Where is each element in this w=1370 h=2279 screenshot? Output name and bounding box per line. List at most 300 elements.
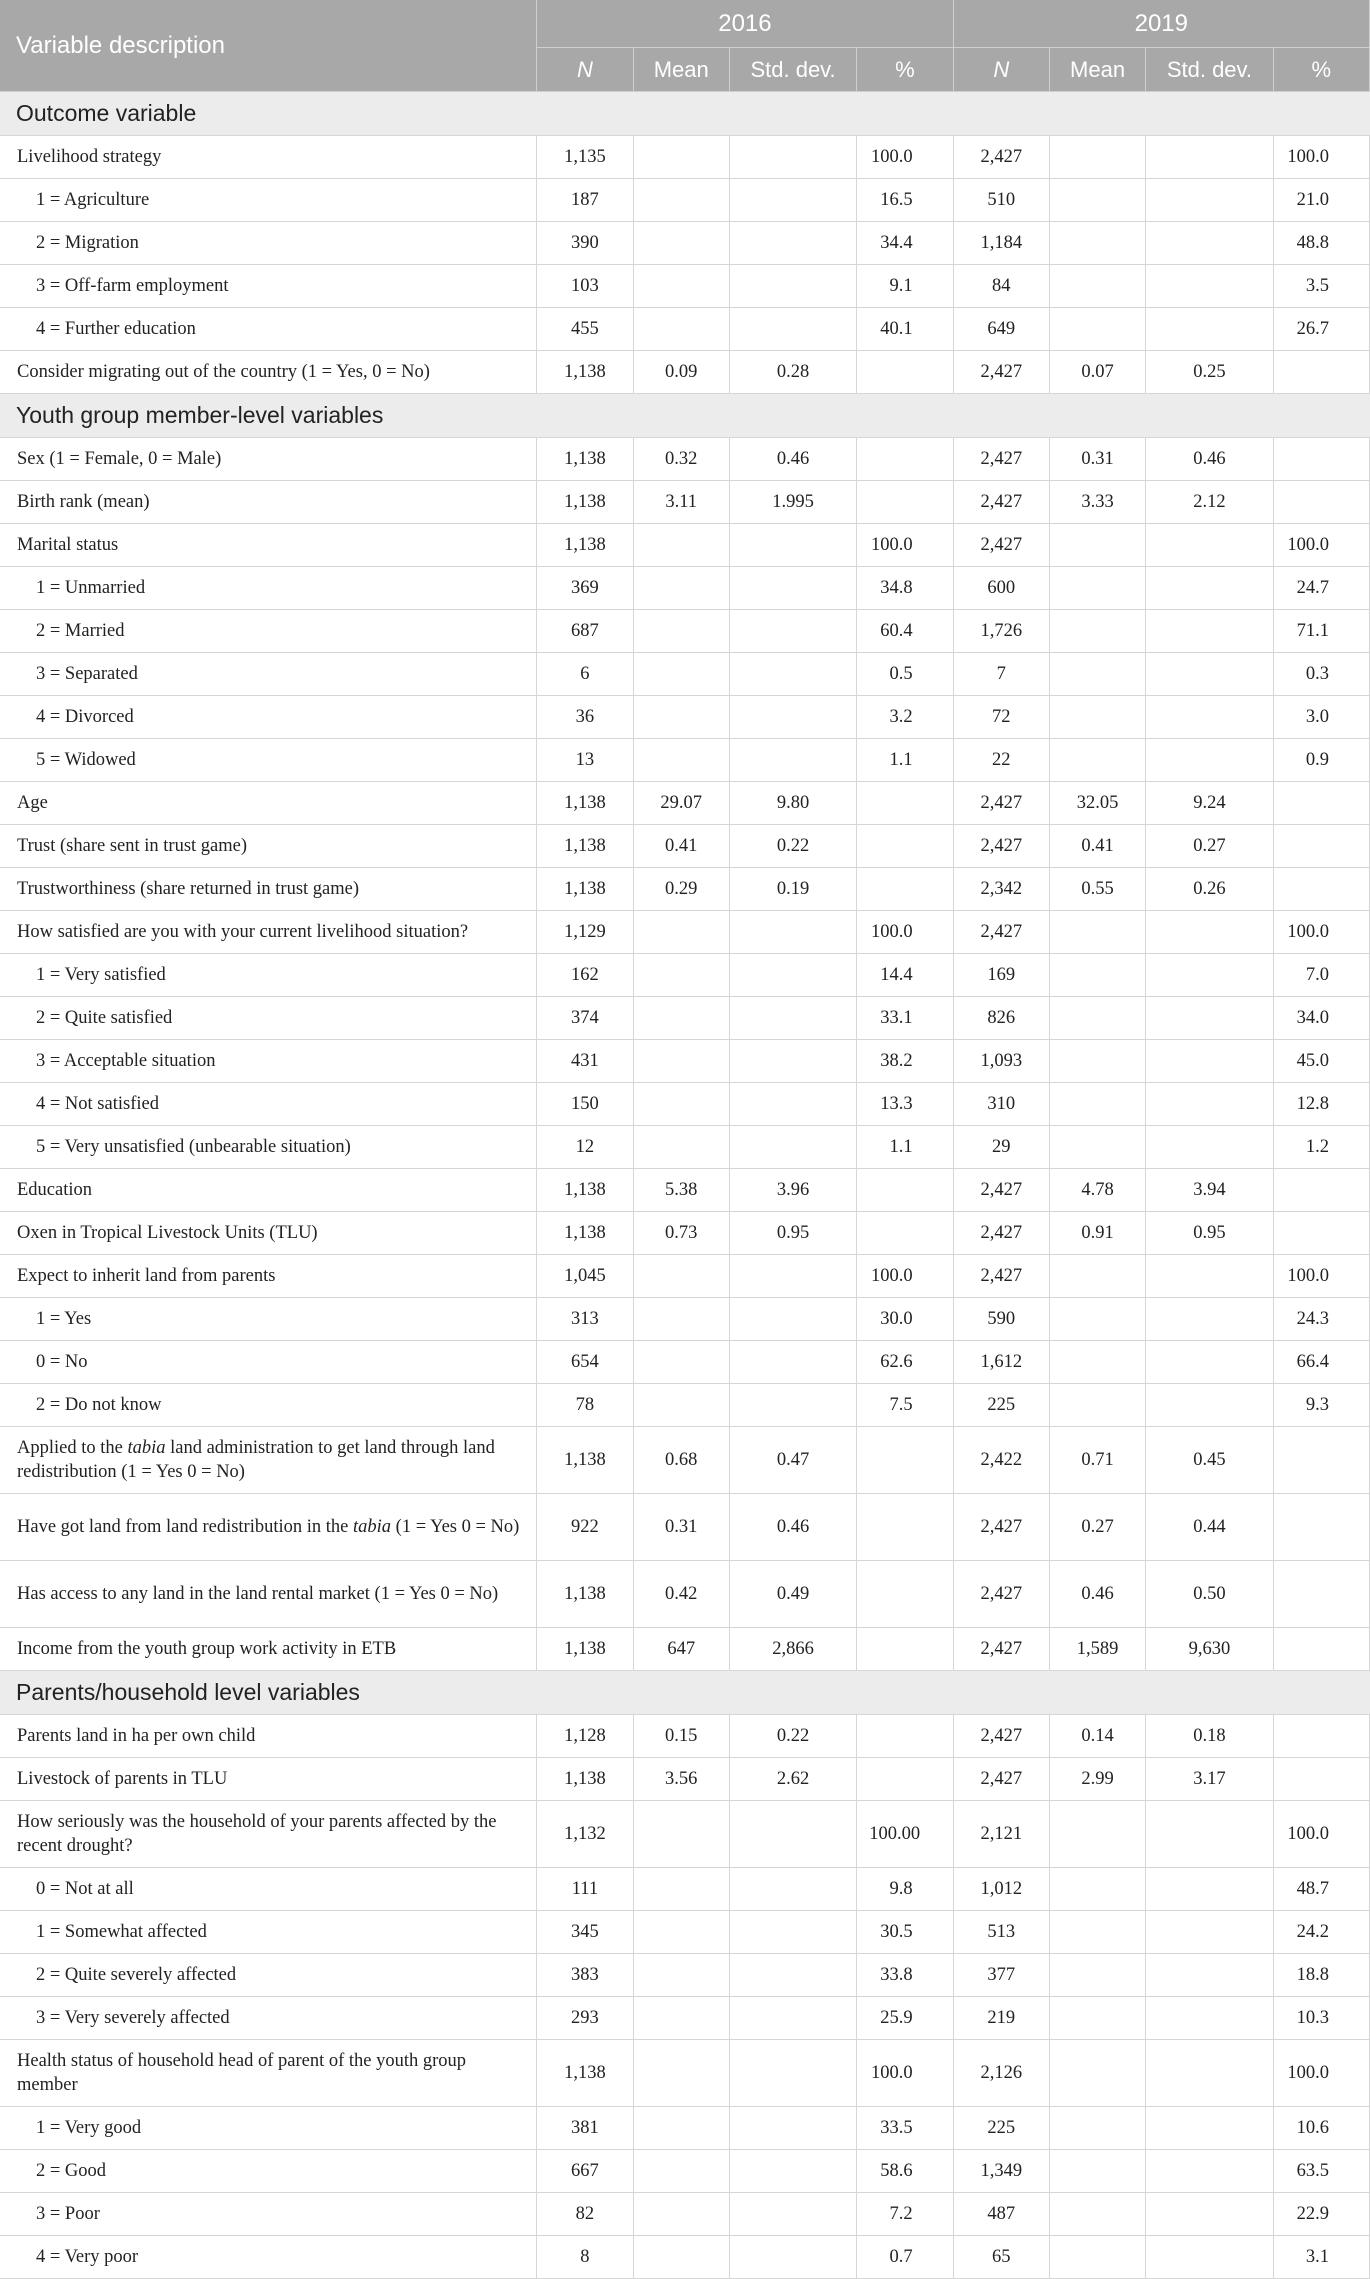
cell-std-2019 [1146,1341,1273,1384]
cell-n-2019: 169 [953,954,1049,997]
cell-n-2016: 1,138 [537,2040,633,2107]
table-row [0,438,1370,481]
cell-mean-2019: 0.55 [1049,868,1145,911]
cell-n-2019: 1,012 [953,1868,1049,1911]
table-row [0,1911,1370,1954]
cell-pct-2019: 0.3 [1273,653,1369,696]
cell-n-2019: 65 [953,2236,1049,2279]
cell-n-2016: 13 [537,739,633,782]
cell-pct-2016 [857,1494,953,1561]
cell-n-2019: 590 [953,1298,1049,1341]
cell-n-2016: 6 [537,653,633,696]
cell-n-2016: 1,138 [537,825,633,868]
cell-mean-2019 [1049,1255,1145,1298]
cell-pct-2016 [857,438,953,481]
cell-mean-2019 [1049,911,1145,954]
cell-mean-2019 [1049,739,1145,782]
cell-pct-2019 [1273,351,1369,394]
cell-std-2016 [729,1954,856,1997]
cell-std-2019 [1146,308,1273,351]
cell-n-2019: 219 [953,1997,1049,2040]
cell-std-2019 [1146,1255,1273,1298]
cell-pct-2019: 12.8 [1273,1083,1369,1126]
header-pct-2016: % [857,48,953,92]
table-row [0,1954,1370,1997]
row-label: 0 = No [0,1341,537,1384]
cell-mean-2016 [633,1868,729,1911]
cell-mean-2019 [1049,1341,1145,1384]
cell-pct-2016: 16.5 [857,179,953,222]
cell-std-2019 [1146,265,1273,308]
cell-mean-2016 [633,1083,729,1126]
cell-pct-2016 [857,1561,953,1628]
cell-std-2016 [729,136,856,179]
cell-std-2016: 0.49 [729,1561,856,1628]
row-label: Birth rank (mean) [0,481,537,524]
table-row [0,1298,1370,1341]
cell-n-2016: 150 [537,1083,633,1126]
cell-n-2016: 687 [537,610,633,653]
cell-n-2019: 2,427 [953,1715,1049,1758]
table-row [0,610,1370,653]
header-n-2016: N [537,48,633,92]
cell-mean-2016: 0.15 [633,1715,729,1758]
cell-mean-2019 [1049,567,1145,610]
cell-std-2019: 0.27 [1146,825,1273,868]
table-row [0,1868,1370,1911]
cell-pct-2016: 33.8 [857,1954,953,1997]
cell-std-2016: 0.46 [729,438,856,481]
cell-std-2016: 0.19 [729,868,856,911]
cell-n-2016: 383 [537,1954,633,1997]
cell-n-2019: 513 [953,1911,1049,1954]
cell-mean-2019 [1049,653,1145,696]
table-row [0,1255,1370,1298]
cell-std-2019 [1146,1954,1273,1997]
row-label-part: land administration to get land through land redistribution (1 = Yes 0 = No) [17,1438,495,1482]
cell-mean-2019 [1049,1997,1145,2040]
cell-mean-2016: 647 [633,1628,729,1671]
cell-std-2016 [729,2236,856,2279]
row-label: Consider migrating out of the country (1 = Yes, 0 = No) [0,351,537,394]
cell-n-2016: 1,138 [537,1427,633,1494]
header-year-2016: 2016 [537,0,953,48]
cell-mean-2016 [633,2107,729,2150]
cell-pct-2019: 66.4 [1273,1341,1369,1384]
cell-mean-2019 [1049,696,1145,739]
cell-pct-2019: 22.9 [1273,2193,1369,2236]
cell-n-2016: 922 [537,1494,633,1561]
cell-std-2019: 0.18 [1146,1715,1273,1758]
row-label: 1 = Very good [0,2107,537,2150]
cell-std-2019 [1146,524,1273,567]
cell-pct-2019: 7.0 [1273,954,1369,997]
table-row [0,997,1370,1040]
cell-std-2019 [1146,179,1273,222]
row-label: 0 = Not at all [0,1868,537,1911]
table-row [0,567,1370,610]
cell-n-2016: 103 [537,265,633,308]
cell-pct-2016: 62.6 [857,1341,953,1384]
cell-std-2016 [729,524,856,567]
cell-std-2019 [1146,1868,1273,1911]
table-row [0,1997,1370,2040]
cell-pct-2019 [1273,1212,1369,1255]
cell-n-2019: 225 [953,1384,1049,1427]
cell-n-2016: 369 [537,567,633,610]
row-label-part: Have got land from land redistribution in the [17,1517,354,1537]
cell-n-2019: 826 [953,997,1049,1040]
cell-n-2019: 29 [953,1126,1049,1169]
cell-std-2019 [1146,610,1273,653]
row-label: 1 = Unmarried [0,567,537,610]
table-row [0,825,1370,868]
header-pct-2019: % [1273,48,1369,92]
cell-pct-2019: 24.7 [1273,567,1369,610]
cell-mean-2019: 0.07 [1049,351,1145,394]
cell-n-2016: 82 [537,2193,633,2236]
cell-mean-2016 [633,222,729,265]
cell-std-2019: 0.45 [1146,1427,1273,1494]
cell-pct-2019: 45.0 [1273,1040,1369,1083]
cell-mean-2019: 0.41 [1049,825,1145,868]
cell-pct-2019: 18.8 [1273,1954,1369,1997]
table-row [0,1169,1370,1212]
cell-std-2019: 9,630 [1146,1628,1273,1671]
cell-n-2019: 510 [953,179,1049,222]
header-year-2019: 2019 [953,0,1369,48]
cell-n-2016: 313 [537,1298,633,1341]
table-row [0,1212,1370,1255]
cell-std-2019 [1146,567,1273,610]
table-row [0,136,1370,179]
cell-std-2016 [729,997,856,1040]
section-header-row [0,1671,1370,1715]
cell-mean-2016 [633,1954,729,1997]
cell-std-2019 [1146,1911,1273,1954]
cell-pct-2016 [857,1427,953,1494]
cell-mean-2019: 1,589 [1049,1628,1145,1671]
cell-pct-2019: 9.3 [1273,1384,1369,1427]
cell-pct-2019: 48.7 [1273,1868,1369,1911]
cell-mean-2016 [633,653,729,696]
cell-n-2016: 390 [537,222,633,265]
cell-pct-2019 [1273,825,1369,868]
table-row [0,653,1370,696]
cell-mean-2019 [1049,1126,1145,1169]
cell-std-2016 [729,222,856,265]
table-row [0,1384,1370,1427]
cell-n-2016: 1,128 [537,1715,633,1758]
cell-pct-2019: 3.1 [1273,2236,1369,2279]
cell-pct-2019: 100.0 [1273,1255,1369,1298]
row-label: Age [0,782,537,825]
cell-std-2016 [729,179,856,222]
header-variable-description: Variable description [0,0,537,92]
section-title: Outcome variable [0,92,1370,136]
cell-n-2019: 2,342 [953,868,1049,911]
cell-std-2019 [1146,1083,1273,1126]
row-label: 2 = Good [0,2150,537,2193]
header-mean-2016: Mean [633,48,729,92]
cell-std-2016 [729,1384,856,1427]
table-row [0,2107,1370,2150]
cell-mean-2019 [1049,179,1145,222]
cell-pct-2016: 7.2 [857,2193,953,2236]
cell-mean-2019 [1049,1040,1145,1083]
cell-n-2019: 2,121 [953,1801,1049,1868]
cell-std-2019 [1146,2040,1273,2107]
cell-mean-2019 [1049,1911,1145,1954]
cell-pct-2019: 34.0 [1273,997,1369,1040]
cell-mean-2019: 0.27 [1049,1494,1145,1561]
table-row [0,524,1370,567]
cell-n-2019: 7 [953,653,1049,696]
table-row [0,1758,1370,1801]
cell-std-2016: 9.80 [729,782,856,825]
table-row [0,481,1370,524]
table-row [0,222,1370,265]
cell-mean-2016 [633,2150,729,2193]
cell-pct-2016: 100.0 [857,524,953,567]
cell-pct-2019 [1273,782,1369,825]
cell-mean-2016: 0.31 [633,1494,729,1561]
cell-mean-2016 [633,524,729,567]
cell-std-2019 [1146,911,1273,954]
cell-mean-2016 [633,567,729,610]
row-label [0,1494,537,1561]
cell-mean-2019: 3.33 [1049,481,1145,524]
cell-std-2019 [1146,997,1273,1040]
row-label: 1 = Somewhat affected [0,1911,537,1954]
cell-std-2019: 0.46 [1146,438,1273,481]
cell-pct-2019 [1273,438,1369,481]
cell-n-2016: 1,138 [537,481,633,524]
cell-pct-2016: 0.5 [857,653,953,696]
cell-n-2016: 1,129 [537,911,633,954]
cell-n-2019: 310 [953,1083,1049,1126]
cell-n-2019: 225 [953,2107,1049,2150]
table-row [0,1801,1370,1868]
cell-mean-2019 [1049,2150,1145,2193]
cell-pct-2016: 33.1 [857,997,953,1040]
cell-std-2016 [729,2107,856,2150]
row-label: Livelihood strategy [0,136,537,179]
cell-mean-2016 [633,1384,729,1427]
cell-std-2016 [729,954,856,997]
cell-n-2016: 36 [537,696,633,739]
cell-pct-2016 [857,825,953,868]
cell-n-2019: 72 [953,696,1049,739]
row-label: 1 = Yes [0,1298,537,1341]
cell-pct-2019 [1273,1427,1369,1494]
table-row [0,351,1370,394]
table-row [0,2193,1370,2236]
cell-mean-2016 [633,696,729,739]
cell-mean-2016 [633,1997,729,2040]
cell-mean-2016: 3.11 [633,481,729,524]
cell-n-2019: 22 [953,739,1049,782]
cell-mean-2019 [1049,265,1145,308]
table-row [0,1341,1370,1384]
cell-n-2019: 2,427 [953,481,1049,524]
cell-std-2016 [729,265,856,308]
cell-std-2016 [729,610,856,653]
cell-mean-2019 [1049,1384,1145,1427]
cell-std-2019: 0.95 [1146,1212,1273,1255]
cell-std-2016 [729,1255,856,1298]
cell-pct-2019: 10.3 [1273,1997,1369,2040]
cell-mean-2019 [1049,136,1145,179]
cell-pct-2019: 100.0 [1273,1801,1369,1868]
cell-std-2016 [729,567,856,610]
cell-n-2019: 600 [953,567,1049,610]
cell-n-2019: 2,427 [953,438,1049,481]
cell-n-2016: 1,138 [537,782,633,825]
cell-std-2016: 0.46 [729,1494,856,1561]
cell-std-2016 [729,2040,856,2107]
cell-pct-2016: 34.8 [857,567,953,610]
cell-mean-2016 [633,2193,729,2236]
row-label: Marital status [0,524,537,567]
table-row [0,2236,1370,2279]
cell-std-2016 [729,739,856,782]
table-header [0,0,1370,92]
row-label [0,1427,537,1494]
cell-pct-2019: 10.6 [1273,2107,1369,2150]
table-row [0,1561,1370,1628]
row-label: 5 = Very unsatisfied (unbearable situation) [0,1126,537,1169]
row-label: 3 = Poor [0,2193,537,2236]
cell-std-2016: 2,866 [729,1628,856,1671]
cell-mean-2016 [633,1040,729,1083]
cell-n-2016: 162 [537,954,633,997]
cell-n-2019: 2,427 [953,1169,1049,1212]
cell-std-2019: 9.24 [1146,782,1273,825]
cell-pct-2019: 48.8 [1273,222,1369,265]
row-label-part: (1 = Yes 0 = No) [391,1517,520,1537]
cell-std-2019 [1146,653,1273,696]
row-label: Expect to inherit land from parents [0,1255,537,1298]
row-label: Trustworthiness (share returned in trust game) [0,868,537,911]
row-label: 2 = Quite satisfied [0,997,537,1040]
row-label: 2 = Migration [0,222,537,265]
cell-mean-2016 [633,911,729,954]
table-row [0,1494,1370,1561]
table-row [0,739,1370,782]
cell-n-2016: 381 [537,2107,633,2150]
cell-pct-2016: 58.6 [857,2150,953,2193]
header-std-2019: Std. dev. [1146,48,1273,92]
cell-pct-2016 [857,481,953,524]
cell-pct-2016: 100.0 [857,911,953,954]
section-header-row [0,394,1370,438]
cell-mean-2019 [1049,1298,1145,1341]
cell-pct-2016 [857,1758,953,1801]
cell-std-2016 [729,1997,856,2040]
cell-n-2019: 2,427 [953,524,1049,567]
cell-std-2019: 3.17 [1146,1758,1273,1801]
cell-n-2016: 345 [537,1911,633,1954]
row-label: 1 = Very satisfied [0,954,537,997]
cell-pct-2016: 3.2 [857,696,953,739]
row-label-part: Applied to the [17,1438,128,1458]
cell-n-2016: 1,135 [537,136,633,179]
cell-mean-2016 [633,997,729,1040]
cell-pct-2016 [857,1628,953,1671]
cell-std-2016 [729,653,856,696]
row-label: 4 = Very poor [0,2236,537,2279]
row-label: Sex (1 = Female, 0 = Male) [0,438,537,481]
cell-pct-2019: 1.2 [1273,1126,1369,1169]
cell-std-2019 [1146,2236,1273,2279]
cell-pct-2016: 7.5 [857,1384,953,1427]
cell-std-2019: 2.12 [1146,481,1273,524]
cell-mean-2019 [1049,2193,1145,2236]
cell-pct-2016 [857,1715,953,1758]
cell-std-2016: 0.95 [729,1212,856,1255]
cell-n-2019: 2,427 [953,1212,1049,1255]
row-label: Income from the youth group work activity in ETB [0,1628,537,1671]
cell-n-2019: 2,427 [953,825,1049,868]
cell-mean-2019 [1049,2040,1145,2107]
header-row-years [0,0,1370,48]
cell-pct-2016: 30.0 [857,1298,953,1341]
cell-mean-2019: 0.31 [1049,438,1145,481]
cell-mean-2019 [1049,1954,1145,1997]
cell-std-2019: 3.94 [1146,1169,1273,1212]
cell-n-2019: 2,427 [953,1494,1049,1561]
row-label: 4 = Not satisfied [0,1083,537,1126]
cell-mean-2019 [1049,308,1145,351]
cell-pct-2019: 3.0 [1273,696,1369,739]
cell-std-2019 [1146,2150,1273,2193]
section-title: Youth group member-level variables [0,394,1370,438]
cell-mean-2019 [1049,1868,1145,1911]
section-header-row [0,92,1370,136]
cell-n-2019: 2,427 [953,782,1049,825]
table-row [0,265,1370,308]
cell-n-2019: 2,427 [953,1255,1049,1298]
cell-mean-2016 [633,1298,729,1341]
cell-std-2019 [1146,2193,1273,2236]
table-row [0,954,1370,997]
cell-pct-2019: 0.9 [1273,739,1369,782]
cell-mean-2016: 3.56 [633,1758,729,1801]
cell-pct-2016: 13.3 [857,1083,953,1126]
cell-pct-2019: 63.5 [1273,2150,1369,2193]
cell-n-2019: 1,726 [953,610,1049,653]
cell-pct-2016 [857,1169,953,1212]
cell-std-2016 [729,2150,856,2193]
table-row [0,308,1370,351]
cell-n-2016: 1,138 [537,1561,633,1628]
cell-pct-2016: 60.4 [857,610,953,653]
cell-std-2019 [1146,1384,1273,1427]
cell-pct-2016: 34.4 [857,222,953,265]
cell-n-2016: 293 [537,1997,633,2040]
cell-std-2016 [729,2193,856,2236]
cell-n-2016: 1,138 [537,1628,633,1671]
cell-pct-2019: 24.2 [1273,1911,1369,1954]
table-row [0,868,1370,911]
cell-n-2019: 1,093 [953,1040,1049,1083]
cell-std-2019 [1146,1801,1273,1868]
cell-mean-2019 [1049,524,1145,567]
cell-n-2016: 1,045 [537,1255,633,1298]
cell-std-2016: 0.22 [729,825,856,868]
cell-std-2016: 1.995 [729,481,856,524]
